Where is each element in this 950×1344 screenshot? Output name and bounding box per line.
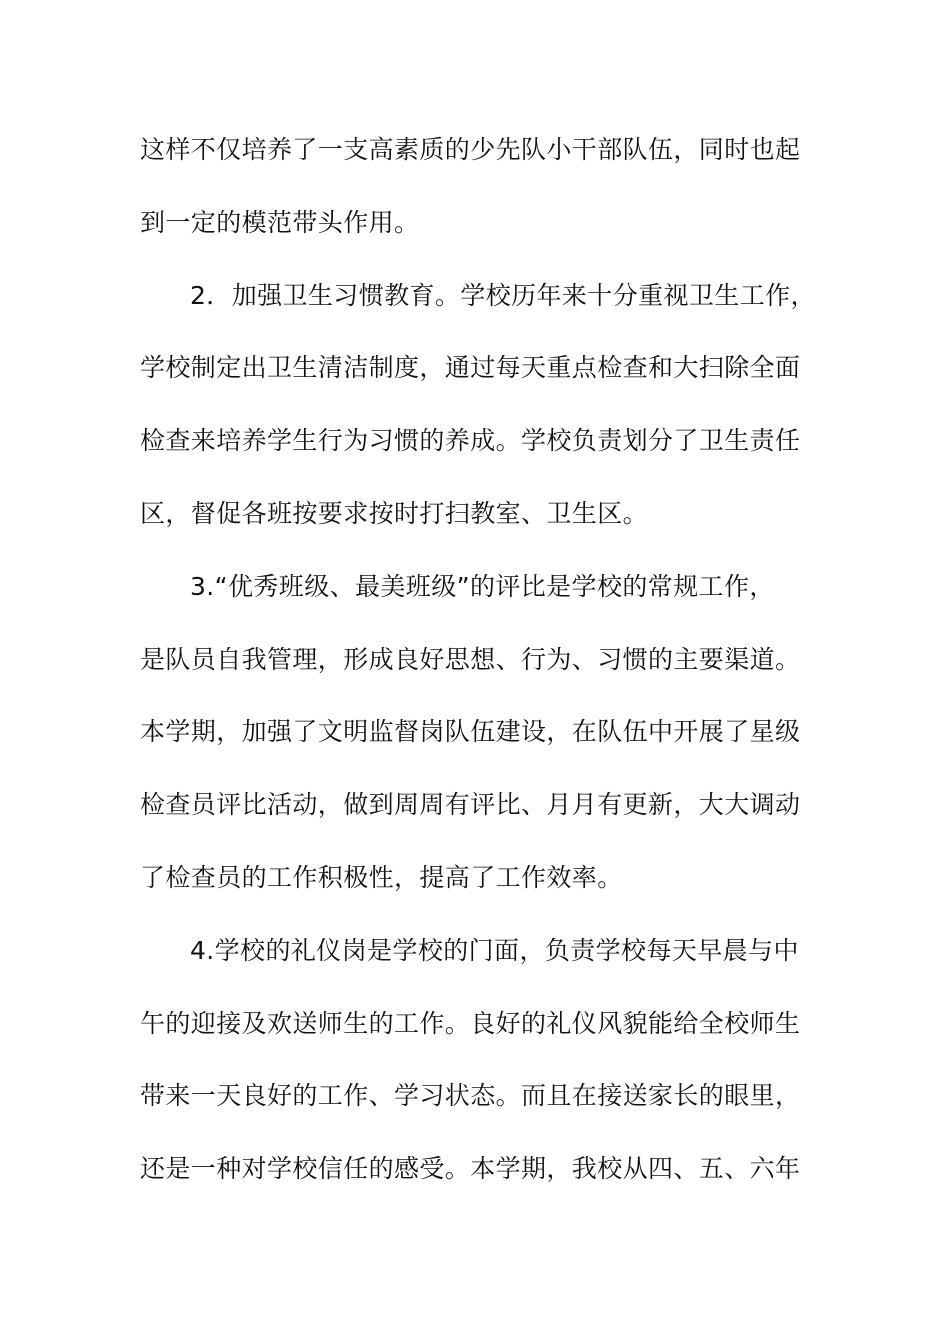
paragraph-start-line: 4.学校的礼仪岗是学校的门面，负责学校每天早晨与中 [190, 935, 799, 965]
paragraph-start-line: 2．加强卫生习惯教育。学校历年来十分重视卫生工作， [190, 280, 816, 310]
text-line: 检查来培养学生行为习惯的养成。学校负责划分了卫生责任 [140, 426, 801, 456]
text-line: 本学期，加强了文明监督岗队伍建设，在队伍中开展了星级 [140, 717, 801, 747]
text-line: 午的迎接及欢送师生的工作。良好的礼仪风貌能给全校师生 [140, 1008, 801, 1038]
text-line: 学校制定出卫生清洁制度，通过每天重点检查和大扫除全面 [140, 353, 801, 383]
paragraph-start-line: 3.“优秀班级、最美班级”的评比是学校的常规工作， [190, 571, 775, 601]
text-line: 检查员评比活动，做到周周有评比、月月有更新，大大调动 [140, 790, 801, 820]
text-line: 到一定的模范带头作用。 [140, 207, 420, 237]
text-line: 带来一天良好的工作、学习状态。而且在接送家长的眼里， [140, 1081, 801, 1111]
text-line: 是队员自我管理，形成良好思想、行为、习惯的主要渠道。 [140, 644, 801, 674]
text-line: 还是一种对学校信任的感受。本学期，我校从四、五、六年 [140, 1154, 801, 1184]
text-line: 了检查员的工作积极性，提高了工作效率。 [140, 862, 623, 892]
text-line: 这样不仅培养了一支高素质的少先队小干部队伍，同时也起 [140, 135, 801, 164]
document-body [140, 114, 840, 1206]
text-line: 区，督促各班按要求按时打扫教室、卫生区。 [140, 498, 649, 528]
